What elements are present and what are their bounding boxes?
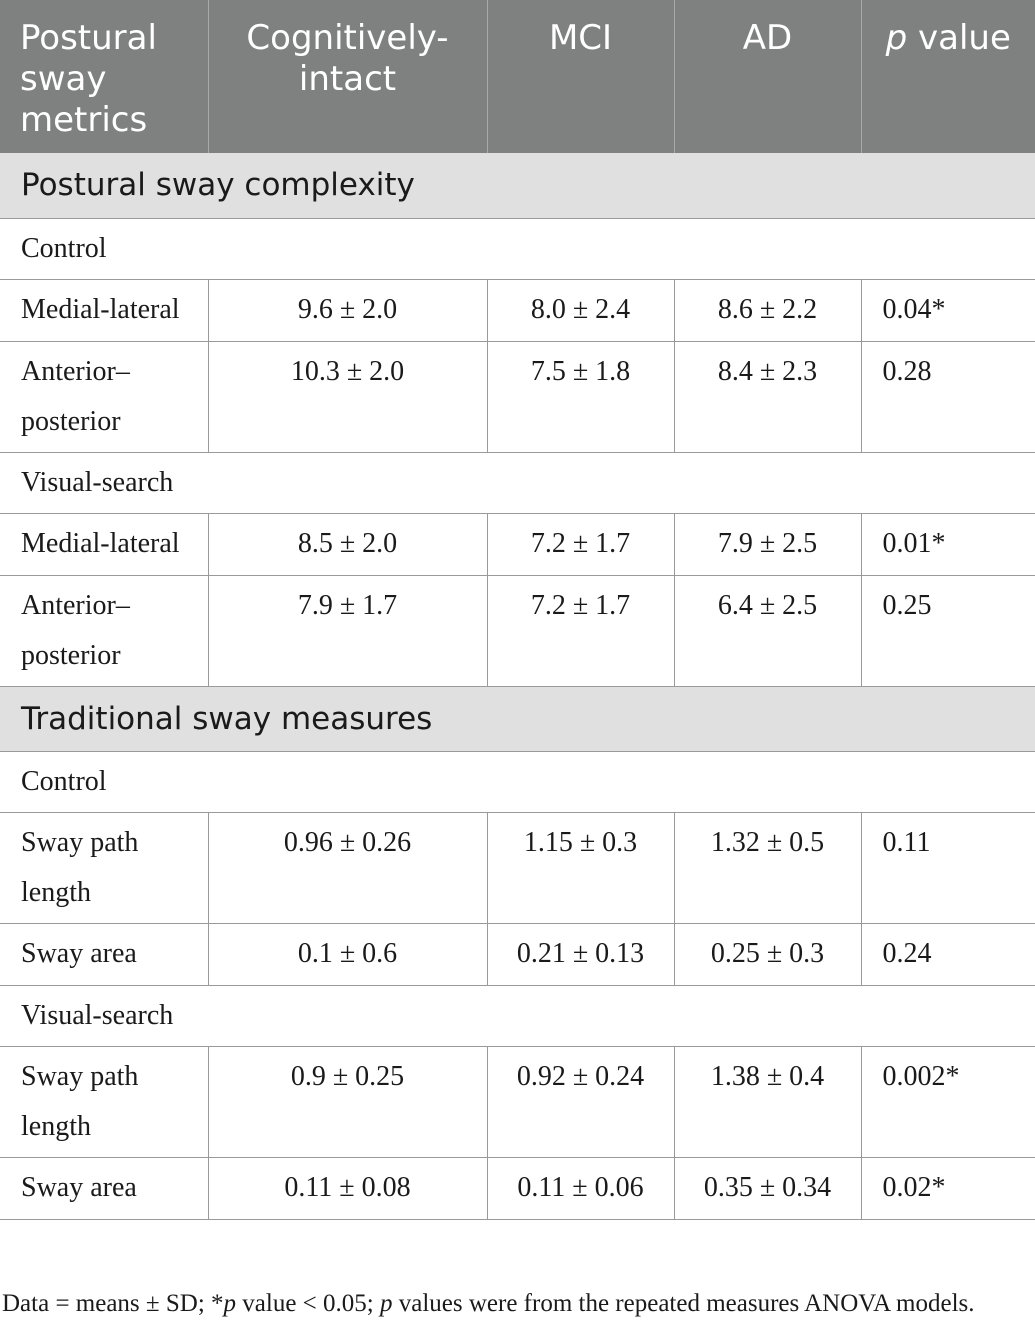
- ci-cell: 0.9 ± 0.25: [208, 1046, 487, 1157]
- group-row: [0, 985, 1035, 1046]
- table-row: [0, 279, 1035, 341]
- group-label: Control: [0, 218, 1035, 279]
- ci-cell: 0.96 ± 0.26: [208, 812, 487, 923]
- mci-cell: 0.21 ± 0.13: [487, 923, 674, 985]
- ad-cell: 6.4 ± 2.5: [674, 575, 861, 686]
- group-label: Visual-search: [0, 452, 1035, 513]
- ad-cell: 0.25 ± 0.3: [674, 923, 861, 985]
- metric-cell: Medial-lateral: [0, 513, 208, 575]
- p-cell: 0.11: [861, 812, 1035, 923]
- footnote-part3: value < 0.05;: [236, 1290, 380, 1317]
- ci-cell: 0.1 ± 0.6: [208, 923, 487, 985]
- metric-cell: Sway area: [0, 923, 208, 985]
- metric-cell: Medial-lateral: [0, 279, 208, 341]
- table-row: [0, 341, 1035, 452]
- ci-cell: 10.3 ± 2.0: [208, 341, 487, 452]
- ad-cell: 8.4 ± 2.3: [674, 341, 861, 452]
- ad-cell: 1.38 ± 0.4: [674, 1046, 861, 1157]
- mci-cell: 0.11 ± 0.06: [487, 1157, 674, 1219]
- ci-cell: 0.11 ± 0.08: [208, 1157, 487, 1219]
- footnote-part1: Data = means ± SD; *: [2, 1290, 224, 1317]
- p-cell: 0.04*: [861, 279, 1035, 341]
- table-row: [0, 923, 1035, 985]
- p-cell: 0.01*: [861, 513, 1035, 575]
- p-cell: 0.002*: [861, 1046, 1035, 1157]
- mci-cell: 1.15 ± 0.3: [487, 812, 674, 923]
- ad-cell: 8.6 ± 2.2: [674, 279, 861, 341]
- table-header: [0, 0, 1035, 153]
- section-title: Traditional sway measures: [0, 686, 1035, 751]
- p-cell: 0.02*: [861, 1157, 1035, 1219]
- group-label: Control: [0, 751, 1035, 812]
- footnote-part5: values were from the repeated measures ANOVA models.: [392, 1290, 975, 1317]
- metric-cell: Sway area: [0, 1157, 208, 1219]
- header-cognitively-intact: Cognitively-intact: [208, 0, 487, 153]
- table-footnote: [2, 1290, 975, 1318]
- section-row: [0, 686, 1035, 751]
- group-row: [0, 751, 1035, 812]
- mci-cell: 7.2 ± 1.7: [487, 513, 674, 575]
- section-title: Postural sway complexity: [0, 153, 1035, 218]
- metric-cell: Sway path length: [0, 812, 208, 923]
- header-metrics: Postural sway metrics: [0, 0, 208, 153]
- footnote-p-italic-2: p: [379, 1290, 393, 1317]
- table-row: [0, 812, 1035, 923]
- metric-cell: Sway path length: [0, 1046, 208, 1157]
- group-label: Visual-search: [0, 985, 1035, 1046]
- mci-cell: 8.0 ± 2.4: [487, 279, 674, 341]
- table-row: [0, 513, 1035, 575]
- metric-cell: Anterior–posterior: [0, 575, 208, 686]
- ad-cell: 1.32 ± 0.5: [674, 812, 861, 923]
- header-p-value: [861, 0, 1035, 153]
- p-cell: 0.25: [861, 575, 1035, 686]
- group-row: [0, 452, 1035, 513]
- ci-cell: 9.6 ± 2.0: [208, 279, 487, 341]
- header-p-rest: value: [907, 18, 1011, 58]
- ad-cell: 7.9 ± 2.5: [674, 513, 861, 575]
- mci-cell: 0.92 ± 0.24: [487, 1046, 674, 1157]
- ci-cell: 8.5 ± 2.0: [208, 513, 487, 575]
- ad-cell: 0.35 ± 0.34: [674, 1157, 861, 1219]
- ci-cell: 7.9 ± 1.7: [208, 575, 487, 686]
- footnote-p-italic-1: p: [223, 1290, 237, 1317]
- mci-cell: 7.5 ± 1.8: [487, 341, 674, 452]
- table-row: [0, 1157, 1035, 1219]
- header-mci: MCI: [487, 0, 674, 153]
- table-row: [0, 1046, 1035, 1157]
- header-p-italic: p: [885, 18, 908, 58]
- section-row: [0, 153, 1035, 218]
- p-cell: 0.28: [861, 341, 1035, 452]
- mci-cell: 7.2 ± 1.7: [487, 575, 674, 686]
- group-row: [0, 218, 1035, 279]
- metric-cell: Anterior–posterior: [0, 341, 208, 452]
- table-row: [0, 575, 1035, 686]
- p-cell: 0.24: [861, 923, 1035, 985]
- header-ad: AD: [674, 0, 861, 153]
